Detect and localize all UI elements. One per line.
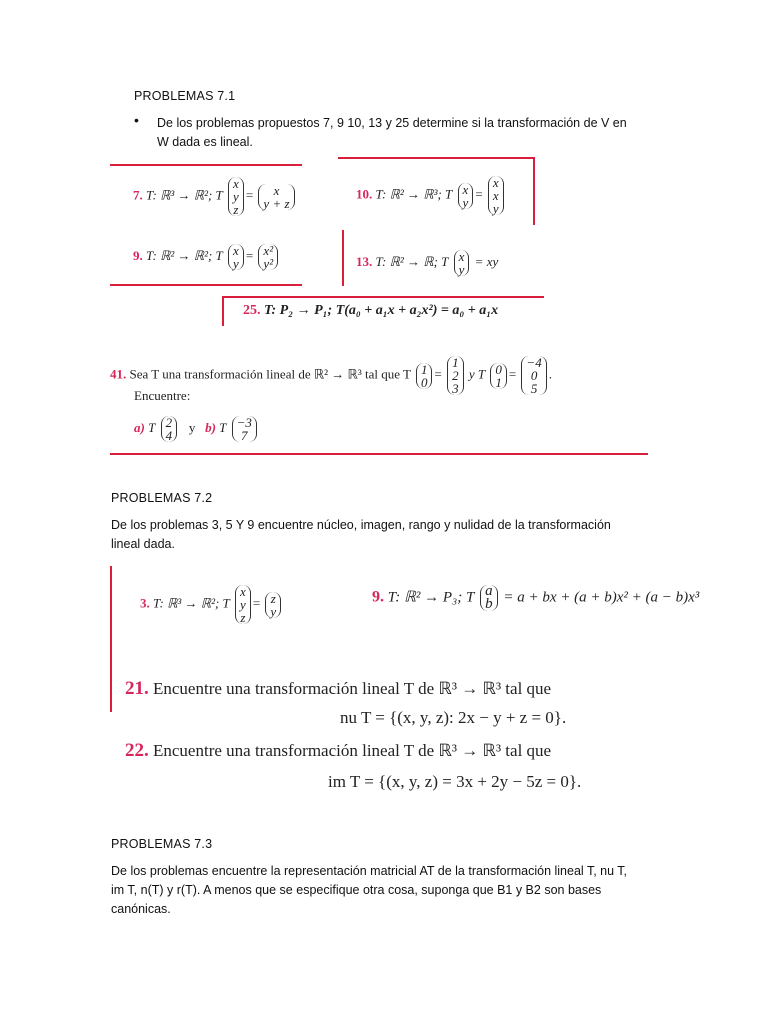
problem-22: 22. Encuentre una transformación lineal T de ℝ³ → ℝ³ tal que	[125, 740, 552, 761]
section-heading-7-3: PROBLEMAS 7.3	[111, 837, 213, 851]
bullet-text-line2: W dada es lineal.	[157, 135, 253, 149]
problem-22-condition: im T = {(x, y, z) = 3x + 2y − 5z = 0}.	[328, 772, 582, 791]
problem-9-7-2: 9. T: ℝ² → P₃; T a b = a + bx + (a + b)x² + (a − b)x³	[372, 583, 700, 612]
section-7-3-line2: im T, n(T) y r(T). A menos que se especifique otra cosa, suponga que B1 y B2 son bases	[111, 883, 602, 897]
problem-41-parts: a) T 2 4 y b) T −3 7	[134, 416, 259, 442]
section-7-3-line1: De los problemas encuentre la representación matricial AT de la transformación lineal T, nu T,	[111, 864, 628, 878]
section-heading-7-1: PROBLEMAS 7.1	[134, 89, 236, 103]
problem-10: 10. T: ℝ² → ℝ³; T x y = x x y	[356, 176, 506, 215]
clip-border-bottom	[110, 453, 648, 455]
problem-21: 21. Encuentre una transformación lineal T de ℝ³ → ℝ³ tal que	[125, 678, 552, 699]
problem-13: 13. T: ℝ² → ℝ; T x y = xy	[356, 249, 499, 277]
section-7-3-line3: canónicas.	[111, 902, 171, 916]
clip-border-left	[110, 566, 112, 712]
clip-border-top	[110, 164, 302, 166]
clip-border-bottom	[110, 284, 302, 286]
clip-border-left	[222, 296, 224, 326]
clip-border-top	[338, 157, 534, 159]
problem-25: 25. T: P₂ → P₁; T(a₀ + a₁x + a₂x²) = a₀ + a₁x	[243, 303, 499, 318]
problem-3: 3. T: ℝ³ → ℝ²; T x y z = z y	[140, 585, 283, 624]
problem-7: 7. T: ℝ³ → ℝ²; T x y z = x y + z	[133, 177, 297, 216]
clip-border-top	[222, 296, 544, 298]
clip-border-right	[533, 157, 535, 225]
section-7-2-line1: De los problemas 3, 5 Y 9 encuentre núcleo, imagen, rango y nulidad de la transformación	[111, 518, 611, 532]
clip-border-left	[342, 230, 344, 286]
problem-41-encuentre: Encuentre:	[134, 388, 191, 403]
section-heading-7-2: PROBLEMAS 7.2	[111, 491, 213, 505]
bullet-text-line1: De los problemas propuestos 7, 9 10, 13 y 25 determine si la transformación de V en	[157, 116, 627, 130]
problem-41: 41. Sea T una transformación lineal de ℝ² → ℝ³ tal que T 1 0 = 1 2 3 y T 0 1 = −4 0 5 .	[110, 355, 552, 396]
section-7-2-line2: lineal dada.	[111, 537, 175, 551]
problem-21-condition: nu T = {(x, y, z): 2x − y + z = 0}.	[340, 708, 567, 727]
bullet-icon: •	[134, 112, 139, 128]
problem-9: 9. T: ℝ² → ℝ²; T x y = x² y²	[133, 244, 280, 270]
